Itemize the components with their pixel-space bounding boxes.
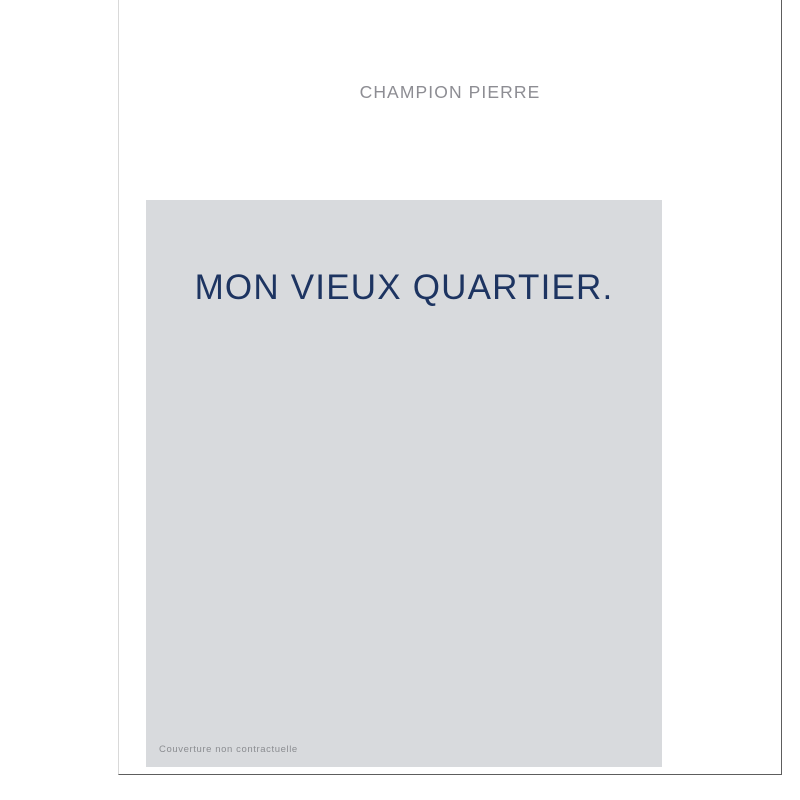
cover-title: MON VIEUX QUARTIER. [194,268,614,307]
cover-disclaimer: Couverture non contractuelle [159,744,298,755]
book-cover [118,0,782,775]
cover-art-panel [146,200,662,767]
cover-author: CHAMPION PIERRE [359,82,541,102]
